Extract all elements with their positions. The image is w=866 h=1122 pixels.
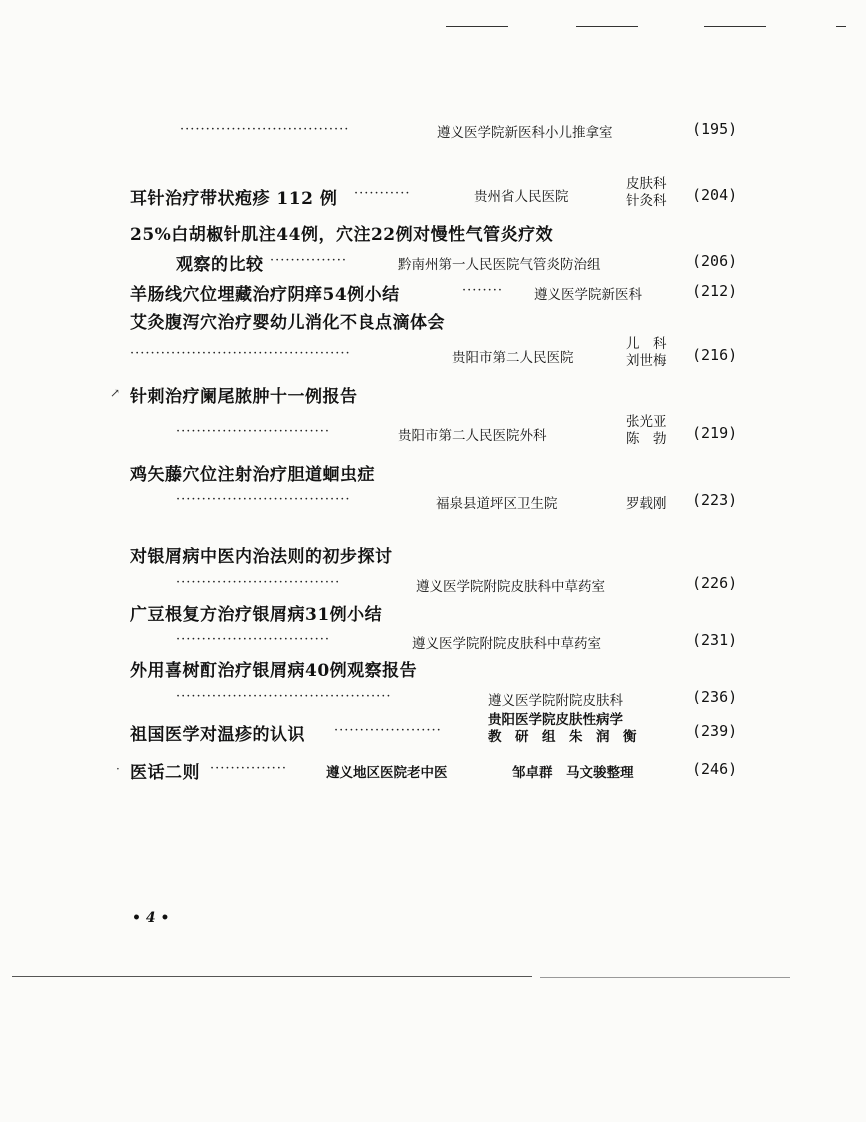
entry-page: (212) [692, 282, 738, 300]
page-number: • 4 • [132, 910, 170, 926]
entry-page: (195) [692, 120, 738, 138]
entry-title: 外用喜树酊治疗银屑病40例观察报告 [130, 661, 418, 681]
bottom-edge-line [540, 977, 790, 978]
entry-source: 遵义医学院新医科小儿推拿室 [437, 125, 613, 141]
entry-title: 艾灸腹泻穴治疗婴幼儿消化不良点滴体会 [130, 313, 445, 333]
leader-dots: ····················· [334, 723, 442, 738]
entry-source: 贵阳市第二人民医院外科 [398, 428, 547, 444]
entry-page: (223) [692, 491, 738, 509]
leader-dots: ··············· [210, 761, 287, 776]
entry-source: 贵阳市第二人民医院 [452, 350, 574, 366]
entry-title: 羊肠线穴位埋藏治疗阴痒54例小结 [130, 285, 400, 305]
entry-authors: 张光亚 陈 勃 [626, 414, 667, 447]
entry-page: (239) [692, 722, 738, 740]
entry-title: 对银屑病中医内治法则的初步探讨 [130, 547, 393, 567]
entry-title: 祖国医学对温疹的认识 [130, 725, 305, 745]
entry-source: 遵义地区医院老中医 [326, 765, 448, 781]
entry-title: 针刺治疗阑尾脓肿十一例报告 [130, 387, 358, 407]
entry-author-inline: 邹卓群 马文骏整理 [512, 765, 634, 781]
entry-page: (246) [692, 760, 738, 778]
entry-title: 医话二则 [130, 763, 200, 783]
top-rule [836, 26, 846, 27]
entry-authors: 贵阳医学院皮肤性病学 教 研 组 朱 润 衡 [488, 712, 637, 745]
leader-dots: ······························ [176, 424, 330, 439]
entry-page: (204) [692, 186, 738, 204]
entry-source: 贵州省人民医院 [474, 189, 569, 205]
entry-authors: 儿 科 刘世梅 [626, 336, 667, 369]
leader-dots: ·································· [176, 492, 351, 507]
entry-source: 福泉县道坪区卫生院 [436, 496, 558, 512]
entry-title-continued: 观察的比较 [176, 255, 264, 275]
leader-dots: ··········· [354, 186, 411, 201]
entry-page: (219) [692, 424, 738, 442]
entry-title: 25%白胡椒针肌注44例，穴注22例对慢性气管炎疗效 [130, 225, 554, 245]
bottom-edge-line [12, 976, 532, 977]
entry-authors: 皮肤科 针灸科 [626, 176, 667, 209]
entry-author-inline: 罗载刚 [626, 496, 667, 512]
leader-dots: ································ [176, 575, 341, 590]
entry-page: (226) [692, 574, 738, 592]
entry-page: (231) [692, 631, 738, 649]
entry-page: (206) [692, 252, 738, 270]
leader-dots: ··············· [270, 253, 347, 268]
entry-title: 耳针治疗带状疱疹 112 例 [130, 189, 338, 209]
entry-source: 黔南州第一人民医院气管炎防治组 [398, 257, 601, 273]
top-rule [446, 26, 508, 27]
entry-source: 遵义医学院附院皮肤科中草药室 [412, 636, 601, 652]
top-rule [704, 26, 766, 27]
entry-source: 遵义医学院新医科 [534, 287, 642, 303]
entry-source: 遵义医学院附院皮肤科 [488, 693, 623, 709]
leader-dots: ··········································· [130, 346, 351, 361]
margin-mark: · [116, 762, 120, 776]
entry-title: 鸡矢藤穴位注射治疗胆道蛔虫症 [130, 465, 375, 485]
margin-mark: ↗ [110, 386, 121, 400]
leader-dots: ······························ [176, 632, 330, 647]
leader-dots: ·········································· [176, 689, 392, 704]
top-rule [576, 26, 638, 27]
entry-source: 遵义医学院附院皮肤科中草药室 [416, 579, 605, 595]
entry-page: (236) [692, 688, 738, 706]
entry-title: 广豆根复方治疗银屑病31例小结 [130, 605, 383, 625]
leader-dots: ········ [462, 283, 504, 298]
entry-page: (216) [692, 346, 738, 364]
leader-dots: ································· [180, 122, 350, 137]
